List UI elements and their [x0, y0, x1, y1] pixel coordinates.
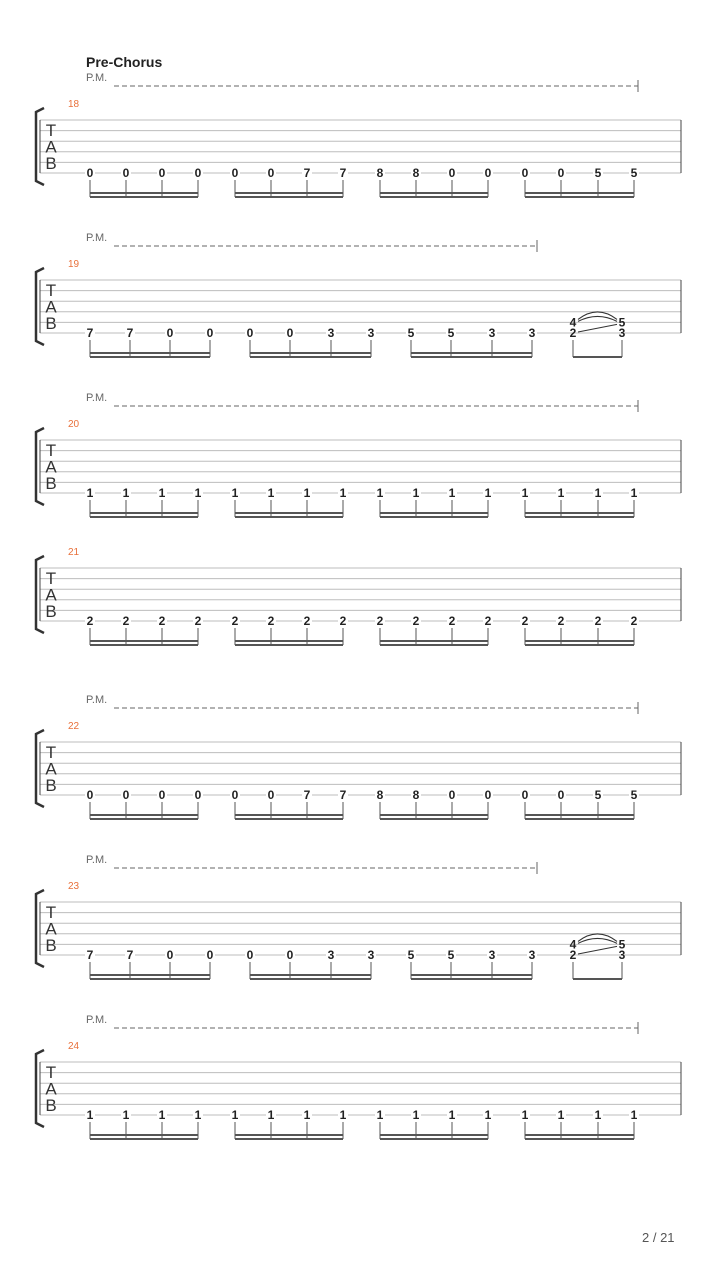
- measure-number: 20: [68, 419, 80, 430]
- slur-arc-inner: [578, 316, 617, 321]
- section-title: Pre-Chorus: [86, 54, 163, 70]
- tab-clef-letter: B: [45, 474, 57, 493]
- fret-number: 1: [86, 486, 94, 500]
- fret-number: 2: [158, 614, 166, 628]
- fret-number: 1: [158, 486, 166, 500]
- palm-mute-label: P.M.: [86, 1014, 108, 1026]
- measure-number: 18: [68, 99, 80, 110]
- fret-number: 1: [376, 1108, 384, 1122]
- fret-number: 3: [488, 326, 496, 340]
- measure-number: 22: [68, 721, 80, 732]
- measure-number: 24: [68, 1041, 80, 1052]
- fret-number: 5: [630, 166, 638, 180]
- fret-number: 2: [521, 614, 529, 628]
- fret-number: 5: [447, 948, 455, 962]
- palm-mute-label: P.M.: [86, 694, 108, 706]
- fret-number: 8: [376, 166, 384, 180]
- fret-number: 1: [521, 1108, 529, 1122]
- fret-number: 0: [246, 948, 254, 962]
- fret-number: 1: [122, 1108, 130, 1122]
- tab-clef-letter: A: [45, 759, 57, 779]
- tab-clef-letter: T: [45, 281, 57, 300]
- fret-number: 7: [86, 948, 94, 962]
- fret-number: 1: [594, 1108, 602, 1122]
- fret-number: 0: [122, 166, 130, 180]
- fret-number: 3: [367, 326, 375, 340]
- tab-clef-letter: A: [45, 297, 57, 317]
- fret-number: 1: [448, 486, 456, 500]
- fret-number: 0: [484, 788, 492, 802]
- fret-number: 1: [303, 1108, 311, 1122]
- fret-number: 2: [594, 614, 602, 628]
- fret-number: 8: [376, 788, 384, 802]
- fret-number: 7: [86, 326, 94, 340]
- fret-number: 0: [521, 166, 529, 180]
- fret-number: 1: [484, 486, 492, 500]
- tab-clef-letter: T: [45, 121, 57, 140]
- fret-number: 5: [630, 788, 638, 802]
- fret-number: 0: [166, 948, 174, 962]
- fret-number: 7: [339, 166, 347, 180]
- fret-number: 0: [86, 788, 94, 802]
- fret-number: 1: [86, 1108, 94, 1122]
- fret-number: 1: [122, 486, 130, 500]
- fret-number: 3: [327, 948, 335, 962]
- fret-number: 2: [194, 614, 202, 628]
- bend-from-bottom-fret: 2: [569, 326, 577, 340]
- fret-number: 1: [630, 486, 638, 500]
- fret-number: 0: [246, 326, 254, 340]
- fret-number: 0: [286, 326, 294, 340]
- fret-number: 2: [557, 614, 565, 628]
- measure-number: 23: [68, 881, 80, 892]
- measure-number: 21: [68, 547, 80, 558]
- palm-mute-label: P.M.: [86, 854, 108, 866]
- page-number: 2 / 21: [642, 1230, 675, 1245]
- fret-number: 3: [528, 326, 536, 340]
- fret-number: 3: [327, 326, 335, 340]
- fret-number: 0: [286, 948, 294, 962]
- bend-from-top-fret: 4: [569, 315, 577, 330]
- slur-arc-inner: [578, 938, 617, 943]
- fret-number: 2: [267, 614, 275, 628]
- fret-number: 0: [267, 166, 275, 180]
- fret-number: 0: [206, 326, 214, 340]
- fret-number: 2: [231, 614, 239, 628]
- tab-clef-letter: T: [45, 743, 57, 762]
- fret-number: 1: [303, 486, 311, 500]
- fret-number: 0: [158, 788, 166, 802]
- fret-number: 3: [528, 948, 536, 962]
- tab-clef-letter: B: [45, 776, 57, 795]
- fret-number: 2: [448, 614, 456, 628]
- fret-number: 0: [448, 166, 456, 180]
- tab-clef-letter: A: [45, 137, 57, 157]
- fret-number: 2: [339, 614, 347, 628]
- fret-number: 7: [339, 788, 347, 802]
- fret-number: 1: [231, 1108, 239, 1122]
- fret-number: 0: [521, 788, 529, 802]
- fret-number: 1: [158, 1108, 166, 1122]
- fret-number: 2: [86, 614, 94, 628]
- bend-to-bottom-fret: 3: [618, 948, 626, 962]
- fret-number: 1: [376, 486, 384, 500]
- fret-number: 1: [630, 1108, 638, 1122]
- tab-clef-letter: B: [45, 602, 57, 621]
- fret-number: 5: [594, 788, 602, 802]
- tab-clef-letter: B: [45, 936, 57, 955]
- tab-clef-letter: B: [45, 1096, 57, 1115]
- tab-clef-letter: B: [45, 314, 57, 333]
- fret-number: 1: [267, 486, 275, 500]
- fret-number: 7: [126, 326, 134, 340]
- tab-clef-letter: A: [45, 919, 57, 939]
- fret-number: 7: [303, 166, 311, 180]
- fret-number: 0: [194, 166, 202, 180]
- fret-number: 2: [303, 614, 311, 628]
- fret-number: 1: [448, 1108, 456, 1122]
- fret-number: 1: [484, 1108, 492, 1122]
- tab-clef-letter: T: [45, 569, 57, 588]
- fret-number: 0: [86, 166, 94, 180]
- fret-number: 0: [484, 166, 492, 180]
- fret-number: 0: [557, 788, 565, 802]
- fret-number: 0: [231, 166, 239, 180]
- fret-number: 1: [231, 486, 239, 500]
- palm-mute-label: P.M.: [86, 72, 108, 84]
- tab-clef-letter: T: [45, 1063, 57, 1082]
- tab-clef-letter: B: [45, 154, 57, 173]
- fret-number: 1: [557, 486, 565, 500]
- fret-number: 0: [557, 166, 565, 180]
- fret-number: 2: [412, 614, 420, 628]
- measure-number: 19: [68, 259, 80, 270]
- fret-number: 1: [521, 486, 529, 500]
- fret-number: 0: [166, 326, 174, 340]
- fret-number: 2: [376, 614, 384, 628]
- tab-clef-letter: A: [45, 1079, 57, 1099]
- fret-number: 3: [367, 948, 375, 962]
- fret-number: 2: [484, 614, 492, 628]
- fret-number: 5: [447, 326, 455, 340]
- palm-mute-label: P.M.: [86, 232, 108, 244]
- fret-number: 2: [630, 614, 638, 628]
- fret-number: 1: [594, 486, 602, 500]
- bend-from-top-fret: 4: [569, 937, 577, 952]
- fret-number: 0: [267, 788, 275, 802]
- fret-number: 1: [339, 1108, 347, 1122]
- bend-to-top-fret: 5: [618, 315, 626, 330]
- slide-line: [578, 946, 617, 954]
- fret-number: 5: [407, 948, 415, 962]
- fret-number: 1: [194, 486, 202, 500]
- fret-number: 0: [158, 166, 166, 180]
- fret-number: 8: [412, 166, 420, 180]
- bend-from-bottom-fret: 2: [569, 948, 577, 962]
- fret-number: 0: [448, 788, 456, 802]
- fret-number: 5: [594, 166, 602, 180]
- fret-number: 7: [126, 948, 134, 962]
- bend-to-bottom-fret: 3: [618, 326, 626, 340]
- slide-line: [578, 324, 617, 332]
- fret-number: 1: [194, 1108, 202, 1122]
- fret-number: 1: [267, 1108, 275, 1122]
- fret-number: 1: [412, 486, 420, 500]
- fret-number: 0: [194, 788, 202, 802]
- fret-number: 5: [407, 326, 415, 340]
- tab-clef-letter: T: [45, 903, 57, 922]
- fret-number: 0: [122, 788, 130, 802]
- fret-number: 1: [412, 1108, 420, 1122]
- bend-to-top-fret: 5: [618, 937, 626, 952]
- fret-number: 0: [206, 948, 214, 962]
- tab-clef-letter: T: [45, 441, 57, 460]
- fret-number: 3: [488, 948, 496, 962]
- fret-number: 8: [412, 788, 420, 802]
- fret-number: 1: [557, 1108, 565, 1122]
- fret-number: 7: [303, 788, 311, 802]
- tab-clef-letter: A: [45, 585, 57, 605]
- fret-number: 2: [122, 614, 130, 628]
- fret-number: 0: [231, 788, 239, 802]
- fret-number: 1: [339, 486, 347, 500]
- tab-clef-letter: A: [45, 457, 57, 477]
- palm-mute-label: P.M.: [86, 392, 108, 404]
